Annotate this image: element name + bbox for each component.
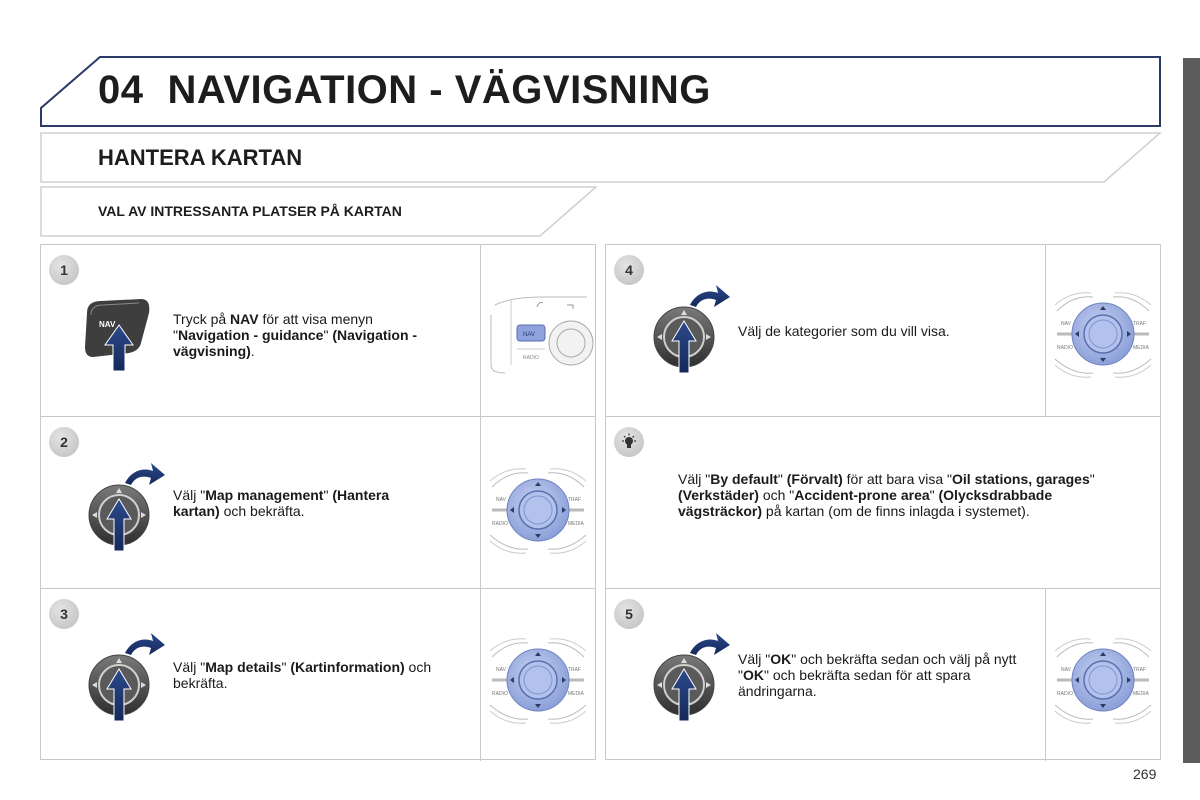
page-title (98, 68, 711, 113)
tip-badge (614, 427, 644, 457)
step-text-run: Välj " (738, 651, 771, 667)
step-text-run: OK (770, 651, 792, 667)
step-2-badge: 2 (49, 427, 79, 457)
step-text-run: Oil stations, garages (952, 471, 1090, 487)
step-2-cell (41, 417, 595, 589)
control-panel-illustration (1053, 289, 1153, 379)
step-3-image (480, 589, 595, 761)
step-3-cell (41, 589, 595, 761)
step-text-run: och bekräfta. (219, 503, 305, 519)
step-text-run: (Navigation - vägvisning) (173, 327, 418, 359)
step-text-run: Map details (205, 659, 282, 675)
nav-console-illustration (481, 245, 596, 417)
step-text-run: " (929, 487, 939, 503)
step-3-badge: 3 (49, 599, 79, 629)
svg-text:NAV: NAV (496, 667, 506, 673)
step-text-run: " (1089, 471, 1095, 487)
svg-text:MEDIA: MEDIA (568, 691, 584, 697)
step-text-run: " och bekräfta sedan och välj på nytt " (738, 651, 1017, 683)
step-text-run: (Kartinformation) (290, 659, 405, 675)
step-text-run: (Förvalt) (786, 471, 843, 487)
step-3-text (173, 659, 453, 691)
step-text-run: Välj " (173, 659, 206, 675)
step-4-image (1045, 245, 1160, 416)
step-text-run: " och bekräfta sedan för att spara ändringarna. (738, 667, 971, 699)
nav-button-label: NAV (99, 320, 116, 329)
chapter-number: 04 (98, 68, 144, 112)
step-5-cell (606, 589, 1160, 761)
step-1-cell (41, 245, 595, 417)
step-text-run: " (777, 471, 787, 487)
page-number: 269 (1133, 766, 1157, 782)
step-text-run: " (323, 327, 333, 343)
svg-text:RADIO: RADIO (1057, 345, 1073, 351)
svg-text:TRAF: TRAF (568, 497, 582, 503)
jog-dial-icon (87, 461, 167, 561)
jog-dial-icon (652, 283, 732, 383)
step-5-badge: 5 (614, 599, 644, 629)
control-panel-illustration (488, 465, 588, 555)
step-2-text (173, 487, 433, 519)
chapter-side-tab (1183, 58, 1200, 763)
svg-text:TRAF: TRAF (568, 667, 582, 673)
step-text-run: (Hantera kartan) (173, 487, 390, 519)
section-title: HANTERA KARTAN (98, 145, 303, 170)
svg-text:TRAF: TRAF (1133, 321, 1147, 327)
svg-text:NAV: NAV (1061, 667, 1071, 673)
svg-text:TRAF: TRAF (1133, 667, 1147, 673)
step-text-run: . (250, 343, 255, 359)
step-text-run: OK (742, 667, 764, 683)
svg-text:MEDIA: MEDIA (1133, 691, 1149, 697)
svg-text:NAV: NAV (1061, 321, 1071, 327)
step-text-run: för att bara visa " (842, 471, 953, 487)
tip-cell (606, 417, 1160, 589)
step-text-run: för att visa menyn " (173, 311, 373, 343)
console-nav-label: NAV (523, 332, 535, 338)
step-1-image (480, 245, 595, 416)
step-4-text (738, 323, 998, 339)
step-1-badge: 1 (49, 255, 79, 285)
control-panel-illustration (488, 635, 588, 725)
step-text-run: " (281, 659, 291, 675)
step-5-image (1045, 589, 1160, 761)
tip-text (678, 471, 1138, 519)
console-radio-label: RADIO (523, 355, 539, 361)
svg-text:RADIO: RADIO (1057, 691, 1073, 697)
step-text-run: Map management (205, 487, 324, 503)
step-2-image (480, 417, 595, 588)
step-text-run: (Verkstäder) (678, 487, 759, 503)
step-4-cell (606, 245, 1160, 417)
svg-text:MEDIA: MEDIA (1133, 345, 1149, 351)
subsection-title: VAL AV INTRESSANTA PLATSER PÅ KARTAN (98, 203, 402, 219)
step-text-run: NAV (230, 311, 259, 327)
svg-text:RADIO: RADIO (492, 521, 508, 527)
step-4-badge: 4 (614, 255, 644, 285)
step-text-run: By default (710, 471, 778, 487)
svg-text:RADIO: RADIO (492, 691, 508, 697)
step-text-run: och " (758, 487, 795, 503)
chapter-title: NAVIGATION - VÄGVISNING (167, 68, 711, 112)
step-text-run: Navigation - guidance (177, 327, 324, 343)
svg-text:NAV: NAV (496, 497, 506, 503)
step-text-run: Tryck på (173, 311, 231, 327)
step-text-run: och bekräfta. (173, 659, 432, 691)
step-text-run: Accident-prone area (794, 487, 930, 503)
jog-dial-icon (87, 631, 167, 731)
control-panel-illustration (1053, 635, 1153, 725)
step-1-text (173, 311, 433, 359)
step-text-run: " (323, 487, 333, 503)
step-text-run: Välj " (173, 487, 206, 503)
steps-grid-left (40, 244, 596, 760)
nav-button-icon (79, 295, 159, 395)
step-text-run: (Olycksdrabbade vägsträckor) (678, 487, 1053, 519)
step-text-run: på kartan (om de finns inlagda i systemet). (762, 503, 1030, 519)
step-text-run: Välj de kategorier som du vill visa. (738, 323, 950, 339)
jog-dial-icon (652, 631, 732, 731)
steps-grid-right (605, 244, 1161, 760)
svg-text:MEDIA: MEDIA (568, 521, 584, 527)
step-5-text (738, 651, 1028, 699)
lightbulb-icon (620, 433, 638, 451)
step-text-run: Välj " (678, 471, 711, 487)
